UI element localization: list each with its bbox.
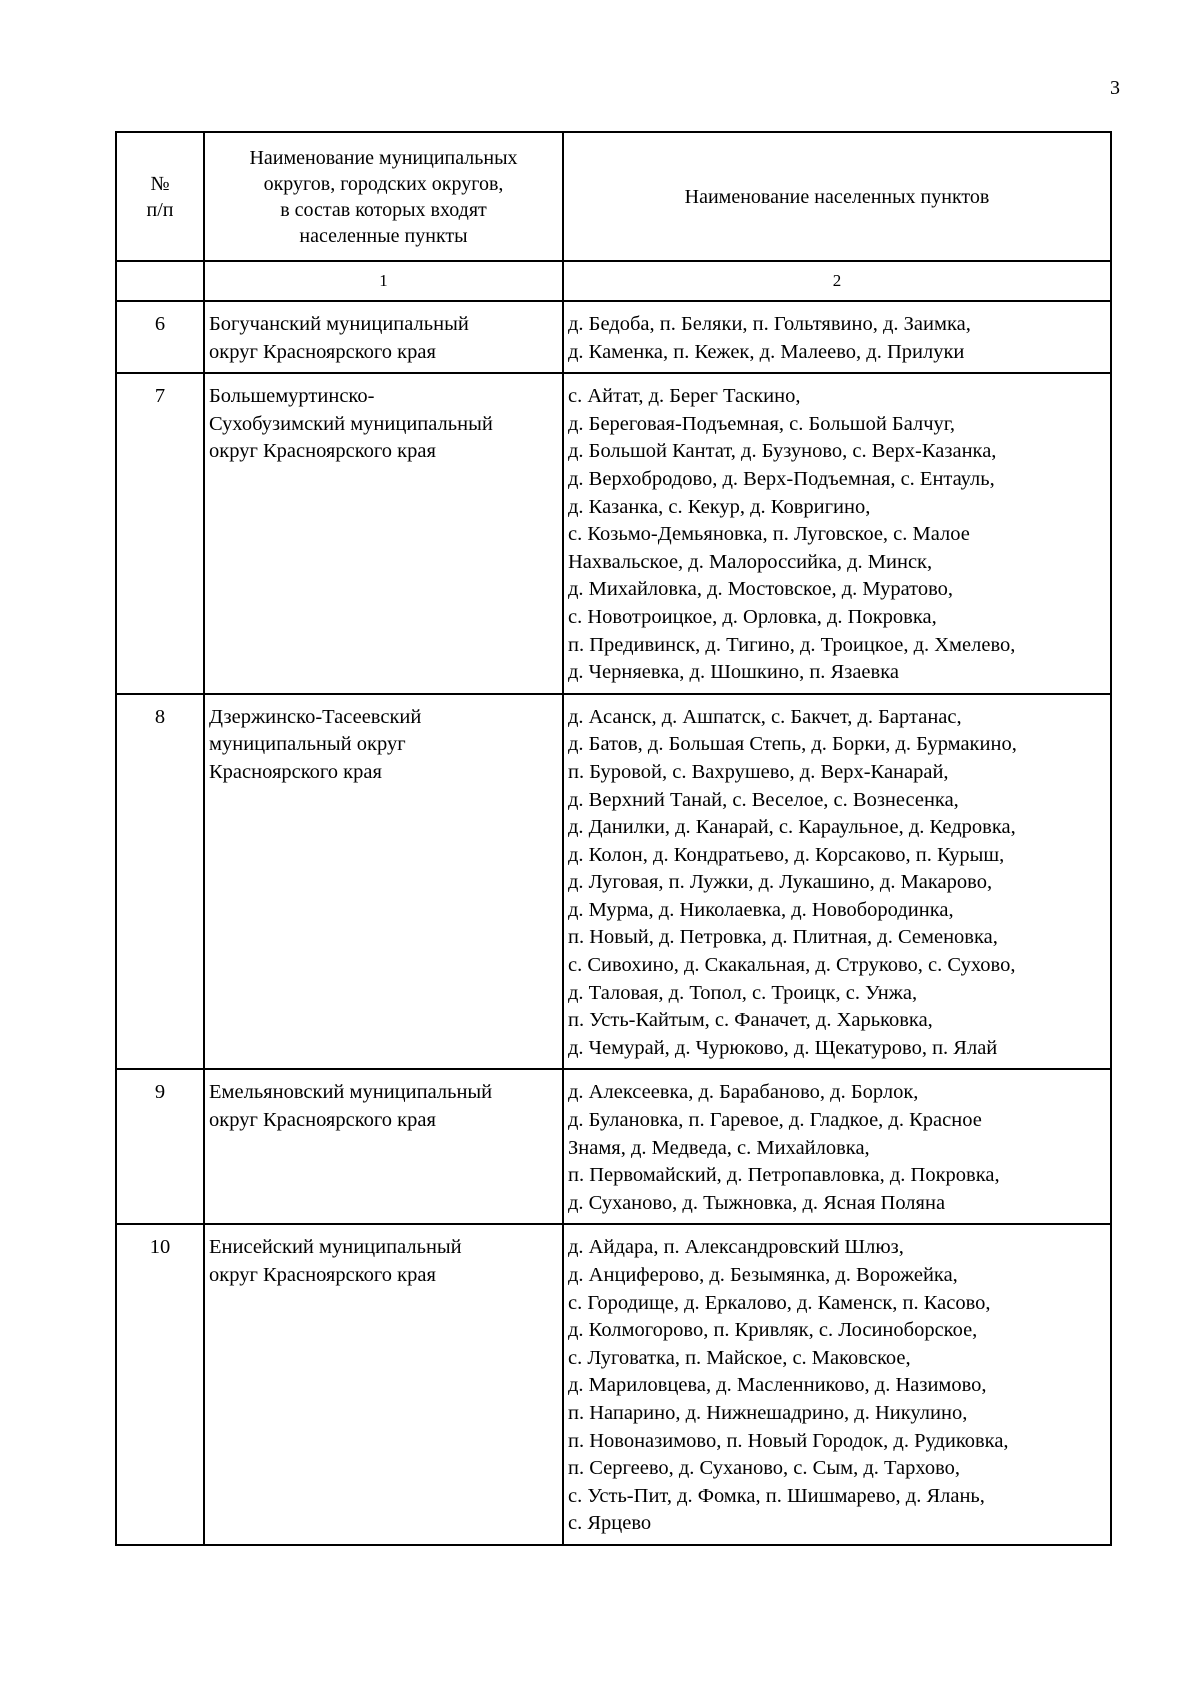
settlement-line: п. Буровой, с. Вахрушево, д. Верх-Канарай, [568, 760, 949, 783]
row-number: 8 [116, 694, 204, 1070]
table-row [116, 1224, 1111, 1545]
header-district-line: Наименование муниципальных [249, 146, 518, 169]
settlement-line: д. Михайловка, д. Мостовское, д. Муратово, [568, 578, 954, 601]
settlement-line: с. Городище, д. Еркалово, д. Каменск, п. Касово, [568, 1291, 991, 1314]
header-district-line: в состав которых входят [280, 198, 487, 221]
settlement-line: с. Ярцево [568, 1512, 652, 1535]
settlements-list [563, 1069, 1111, 1224]
settlement-line: д. Суханово, д. Тыжновка, д. Ясная Поляна [568, 1191, 946, 1214]
settlement-line: п. Первомайский, д. Петропавловка, д. Покровка, [568, 1164, 1000, 1187]
settlement-line: д. Батов, д. Большая Степь, д. Борки, д. Бурмакино, [568, 733, 1017, 756]
district-name-line: Емельяновский муниципальный [209, 1081, 493, 1104]
header-number [116, 132, 204, 261]
district-name-line: округ Красноярского края [209, 1109, 436, 1132]
settlement-line: п. Сергеево, д. Суханово, с. Сым, д. Тархово, [568, 1457, 960, 1480]
district-name [204, 301, 563, 373]
settlement-line: д. Верхобродово, д. Верх-Подъемная, с. Ентауль, [568, 467, 995, 490]
column-index-cell [116, 261, 204, 301]
header-district-line: населенные пункты [299, 224, 468, 247]
settlement-line: д. Колмогорово, п. Кривляк, с. Лосиноборское, [568, 1319, 978, 1342]
settlement-line: д. Данилки, д. Канарай, с. Караульное, д. Кедровка, [568, 816, 1016, 839]
district-name-line: округ Красноярского края [209, 440, 436, 463]
row-number: 10 [116, 1224, 204, 1545]
header-settlements: Наименование населенных пунктов [563, 132, 1111, 261]
district-name-line: Дзержинско-Тасеевский [209, 705, 422, 728]
settlement-line: д. Таловая, д. Топол, с. Троицк, с. Унжа, [568, 981, 918, 1004]
settlement-line: Знамя, д. Медведа, с. Михайловка, [568, 1136, 870, 1159]
settlements-list [563, 1224, 1111, 1545]
table-row [116, 373, 1111, 694]
settlement-line: с. Усть-Пит, д. Фомка, п. Шишмарево, д. Ялань, [568, 1484, 985, 1507]
settlement-line: д. Верхний Танай, с. Веселое, с. Вознесенка, [568, 788, 959, 811]
district-name-line: округ Красноярского края [209, 1264, 436, 1286]
column-index-row [116, 261, 1111, 301]
settlement-line: п. Усть-Кайтым, с. Фаначет, д. Харьковка, [568, 1009, 933, 1032]
settlement-line: п. Предивинск, д. Тигино, д. Троицкое, д. Хмелево, [568, 633, 1016, 656]
district-name [204, 373, 563, 694]
header-district [204, 132, 563, 261]
district-name-line: Богучанский муниципальный [209, 313, 469, 335]
settlement-line: д. Бедоба, п. Беляки, п. Гольтявино, д. Заимка, [568, 313, 971, 335]
settlement-line: д. Мариловцева, д. Масленниково, д. Назимово, [568, 1374, 987, 1397]
settlements-list [563, 373, 1111, 694]
district-name-line: округ Красноярского края [209, 340, 436, 363]
settlement-line: с. Новотроицкое, д. Орловка, д. Покровка, [568, 605, 937, 628]
header-number-line: п/п [146, 198, 174, 221]
settlement-line: д. Булановка, п. Гаревое, д. Гладкое, д. Красное [568, 1109, 982, 1132]
header-number-line: № [150, 172, 170, 195]
header-district-line: округов, городских округов, [263, 172, 504, 195]
settlements-table [115, 131, 1112, 1546]
district-name-line: муниципальный округ [209, 733, 406, 756]
district-name-line: Большемуртинско- [209, 385, 375, 408]
settlements-list [563, 301, 1111, 373]
settlements-list [563, 694, 1111, 1070]
settlement-line: д. Анциферово, д. Безымянка, д. Ворожейка, [568, 1264, 958, 1286]
settlement-line: д. Казанка, с. Кекур, д. Ковригино, [568, 495, 871, 518]
settlement-line: д. Большой Кантат, д. Бузуново, с. Верх-Казанка, [568, 440, 997, 463]
header-row [116, 132, 1111, 261]
settlement-line: с. Козьмо-Демьяновка, п. Луговское, с. Малое [568, 523, 970, 546]
column-index-cell: 2 [563, 261, 1111, 301]
settlement-line: п. Напарино, д. Нижнешадрино, д. Никулино, [568, 1401, 968, 1424]
table-row [116, 1069, 1111, 1224]
table-row [116, 301, 1111, 373]
settlement-line: д. Береговая-Подъемная, с. Большой Балчуг, [568, 412, 955, 435]
settlement-line: д. Алексеевка, д. Барабаново, д. Борлок, [568, 1081, 919, 1104]
district-name [204, 1224, 563, 1545]
settlement-line: д. Чемурай, д. Чурюково, д. Щекатурово, п. Ялай [568, 1036, 998, 1059]
district-name-line: Енисейский муниципальный [209, 1236, 462, 1259]
row-number: 7 [116, 373, 204, 694]
settlement-line: д. Каменка, п. Кежек, д. Малеево, д. Прилуки [568, 340, 965, 363]
settlement-line: Нахвальское, д. Малороссийка, д. Минск, [568, 550, 933, 573]
settlement-line: с. Айтат, д. Берег Таскино, [568, 385, 801, 408]
table-row [116, 694, 1111, 1070]
column-index-cell: 1 [204, 261, 563, 301]
settlement-line: с. Луговатка, п. Майское, с. Маковское, [568, 1346, 911, 1369]
row-number: 9 [116, 1069, 204, 1224]
settlement-line: п. Новоназимово, п. Новый Городок, д. Рудиковка, [568, 1429, 1009, 1452]
district-name-line: Сухобузимский муниципальный [209, 412, 493, 435]
settlement-line: с. Сивохино, д. Скакальная, д. Струково, с. Сухово, [568, 954, 1016, 977]
row-number: 6 [116, 301, 204, 373]
settlement-line: д. Черняевка, д. Шошкино, п. Язаевка [568, 661, 899, 684]
page-number: 3 [1110, 77, 1120, 99]
settlement-line: п. Новый, д. Петровка, д. Плитная, д. Семеновка, [568, 926, 998, 949]
district-name [204, 1069, 563, 1224]
settlement-line: д. Асанск, д. Ашпатск, с. Бакчет, д. Бартанас, [568, 705, 962, 728]
settlement-line: д. Колон, д. Кондратьево, д. Корсаково, п. Курыш, [568, 843, 1005, 866]
settlement-line: д. Айдара, п. Александровский Шлюз, [568, 1236, 904, 1259]
district-name [204, 694, 563, 1070]
settlement-line: д. Мурма, д. Николаевка, д. Новобородинка, [568, 898, 954, 921]
settlement-line: д. Луговая, п. Лужки, д. Лукашино, д. Макарово, [568, 871, 993, 894]
district-name-line: Красноярского края [209, 760, 382, 783]
